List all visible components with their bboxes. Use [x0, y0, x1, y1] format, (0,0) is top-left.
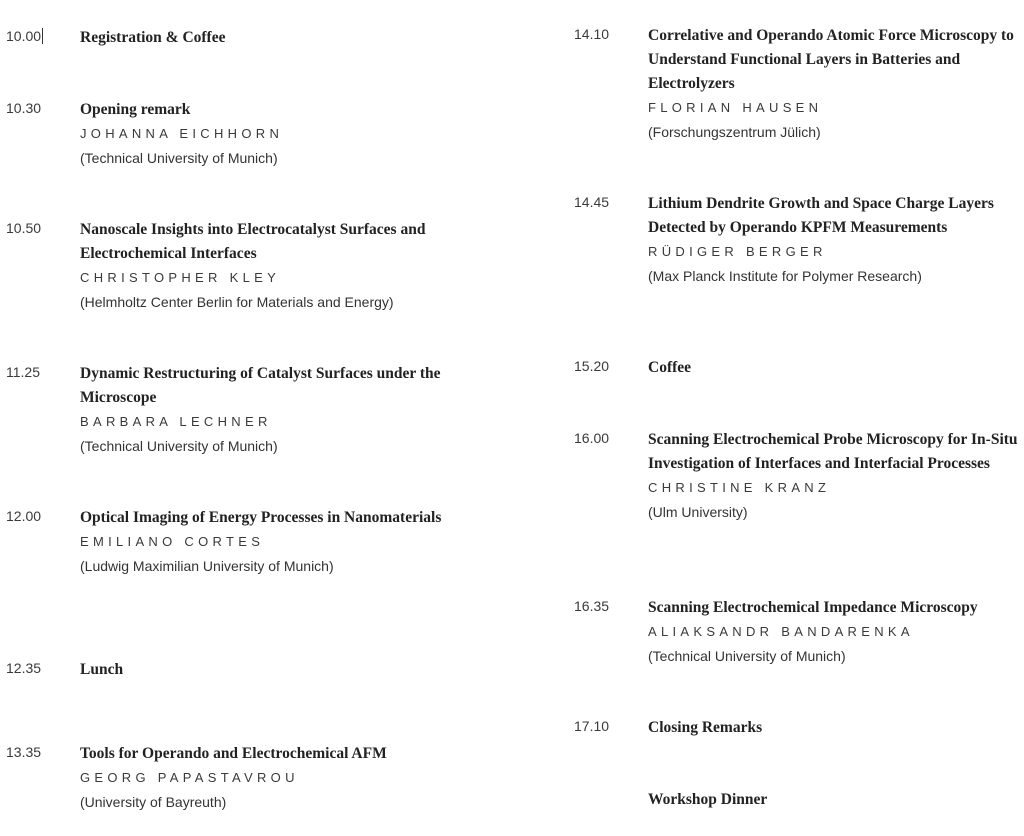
entry-title: Closing Remarks: [648, 719, 763, 736]
entry-speaker: RÜDIGER BERGER: [648, 244, 827, 259]
entry-time: 10.00: [6, 28, 42, 44]
entry-title: Lunch: [80, 661, 124, 678]
entry-affiliation: (Technical University of Munich): [80, 438, 278, 454]
entry-affiliation: (Helmholtz Center Berlin for Materials and Energy): [80, 294, 394, 310]
entry-time: 16.00: [574, 430, 610, 446]
entry-affiliation: (Max Planck Institute for Polymer Research): [648, 268, 922, 284]
entry-time: 10.30: [6, 100, 42, 116]
entry-time: 15.20: [574, 358, 610, 374]
schedule-column-right: [568, 0, 1024, 836]
entry-affiliation: (Technical University of Munich): [648, 648, 846, 664]
entry-title: Correlative and Operando Atomic Force Microscopy to Understand Functional Layers in Batteries and Electrolyzers: [648, 27, 1014, 92]
entry-affiliation: (Technical University of Munich): [80, 150, 278, 166]
entry-affiliation: (Ulm University): [648, 504, 748, 520]
entry-speaker: FLORIAN HAUSEN: [648, 100, 823, 115]
entry-title: Lithium Dendrite Growth and Space Charge Layers Detected by Operando KPFM Measurements: [648, 195, 994, 236]
entry-time: 11.25: [6, 364, 40, 380]
schedule-column-left: [0, 0, 470, 836]
entry-time: 10.50: [6, 220, 42, 236]
entry-title: Opening remark: [80, 101, 191, 118]
entry-speaker: BARBARA LECHNER: [80, 414, 272, 429]
entry-affiliation: (Ludwig Maximilian University of Munich): [80, 558, 334, 574]
entry-title: Coffee: [648, 359, 692, 376]
entry-title: Nanoscale Insights into Electrocatalyst Surfaces and Electrochemical Interfaces: [80, 221, 426, 262]
entry-time: 14.45: [574, 194, 610, 210]
entry-time: 12.00: [6, 508, 42, 524]
entry-title: Dynamic Restructuring of Catalyst Surfaces under the Microscope: [80, 365, 441, 406]
entry-speaker: GEORG PAPASTAVROU: [80, 770, 299, 785]
entry-time: 17.10: [574, 718, 610, 734]
entry-affiliation: (University of Bayreuth): [80, 794, 227, 810]
entry-speaker: EMILIANO CORTES: [80, 534, 265, 549]
entry-title: Optical Imaging of Energy Processes in Nanomaterials: [80, 509, 442, 526]
entry-time: 14.10: [574, 26, 610, 42]
entry-time: 13.35: [6, 744, 42, 760]
entry-speaker: CHRISTINE KRANZ: [648, 480, 831, 495]
entry-time: 16.35: [574, 598, 610, 614]
entry-title: Workshop Dinner: [648, 791, 768, 808]
entry-speaker: CHRISTOPHER KLEY: [80, 270, 281, 285]
entry-affiliation: (Forschungszentrum Jülich): [648, 124, 821, 140]
entry-time: 12.35: [6, 660, 42, 676]
entry-speaker: ALIAKSANDR BANDARENKA: [648, 624, 914, 639]
text-cursor: [42, 28, 43, 44]
entry-title: Tools for Operando and Electrochemical AFM: [80, 745, 387, 762]
entry-title: Scanning Electrochemical Impedance Microscopy: [648, 599, 978, 616]
entry-title: Scanning Electrochemical Probe Microscopy for In-Situ Investigation of Interfaces and Interfacial Processes: [648, 431, 1018, 472]
entry-speaker: JOHANNA EICHHORN: [80, 126, 284, 141]
entry-title: Registration & Coffee: [80, 29, 226, 46]
